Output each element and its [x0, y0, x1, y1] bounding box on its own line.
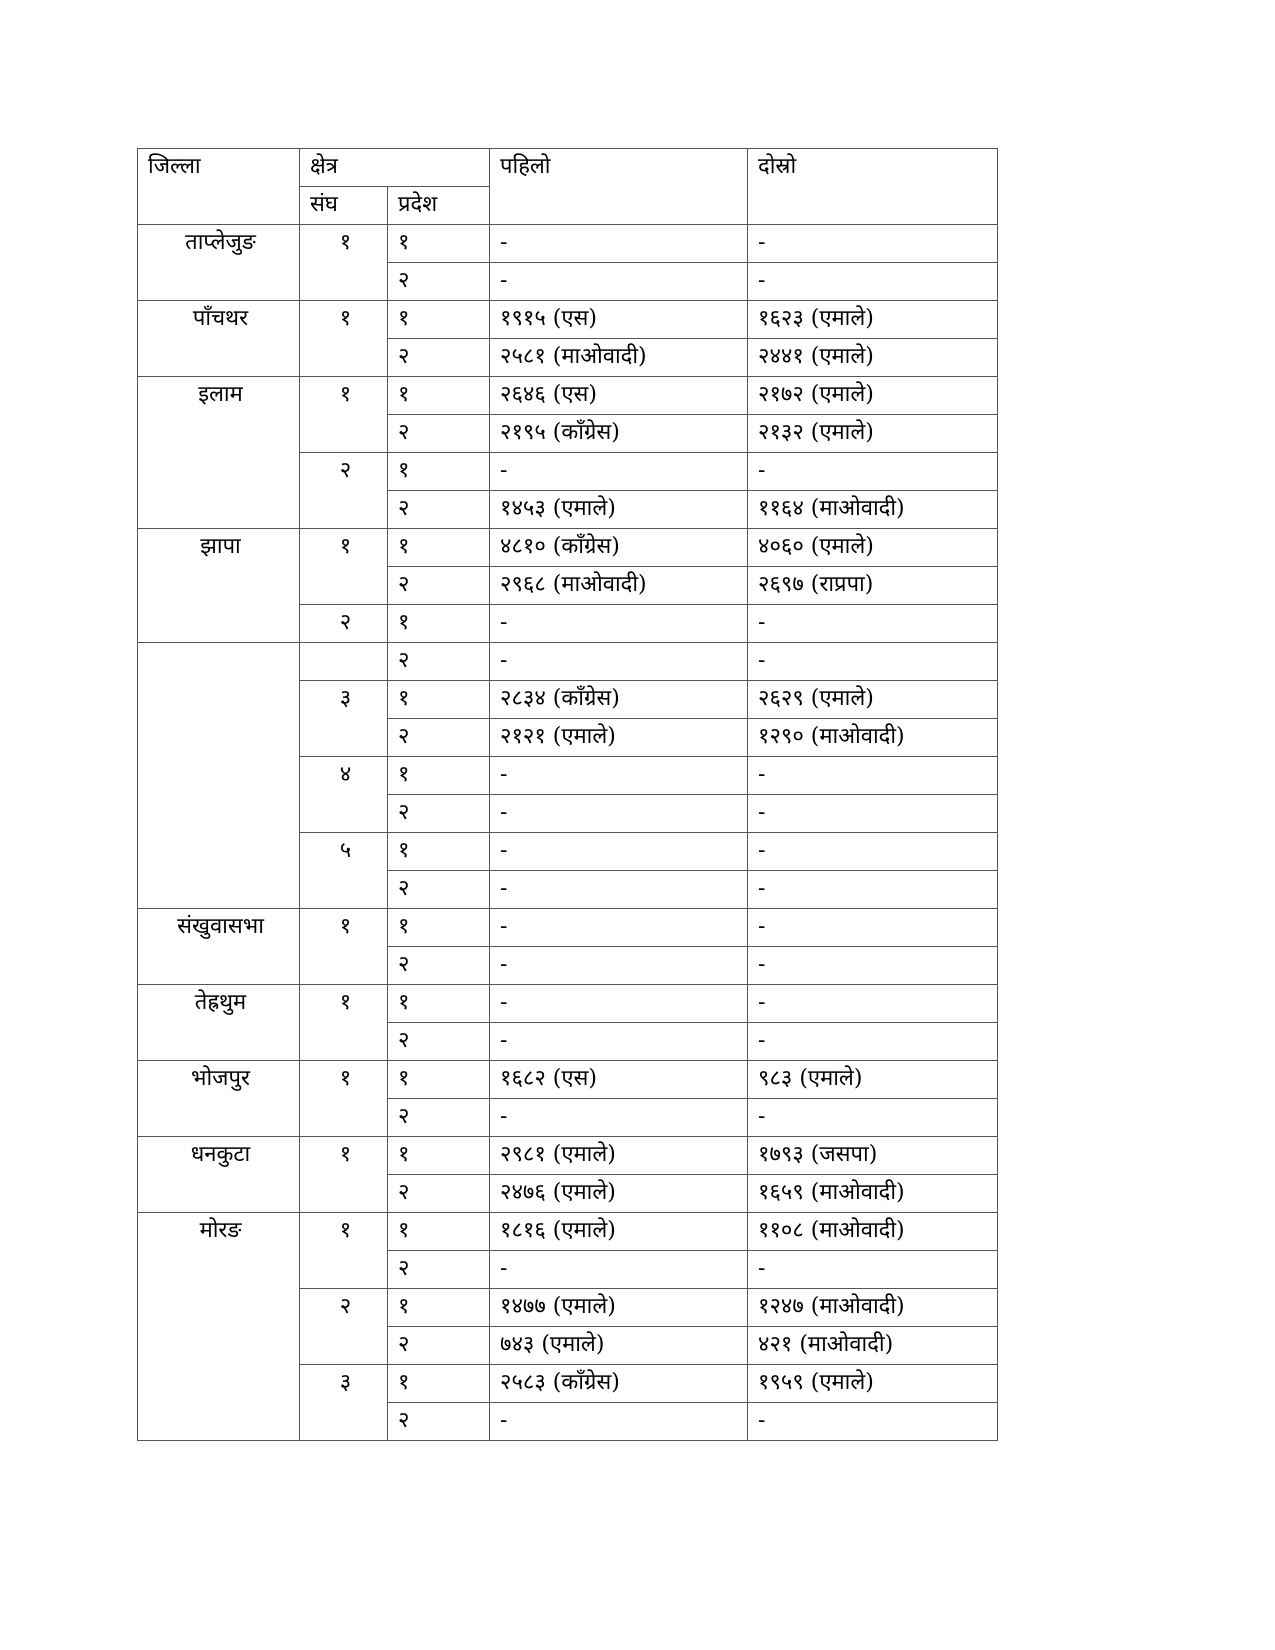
second-result-cell: १२४७ (माओवादी)	[748, 1289, 998, 1327]
pradesh-cell: २	[388, 1099, 490, 1137]
first-result-cell: -	[490, 833, 748, 871]
first-result-cell: -	[490, 909, 748, 947]
first-result-cell: -	[490, 795, 748, 833]
constituency-header: क्षेत्र	[300, 149, 490, 187]
district-cell: भोजपुर	[138, 1061, 300, 1137]
pradesh-cell: २	[388, 263, 490, 301]
pradesh-cell: २	[388, 1327, 490, 1365]
first-result-cell: -	[490, 1023, 748, 1061]
second-result-cell: -	[748, 909, 998, 947]
second-result-cell: २१३२ (एमाले)	[748, 415, 998, 453]
first-result-cell: -	[490, 947, 748, 985]
election-results-table	[137, 148, 998, 1441]
sangh-cell: ३	[300, 681, 388, 757]
table-row	[138, 985, 998, 1023]
second-result-cell: -	[748, 947, 998, 985]
first-result-cell: -	[490, 985, 748, 1023]
first-result-cell: २५८१ (माओवादी)	[490, 339, 748, 377]
first-result-cell: २८३४ (काँग्रेस)	[490, 681, 748, 719]
first-result-cell: १९१५ (एस)	[490, 301, 748, 339]
sangh-cell: २	[300, 453, 388, 529]
second-result-cell: ४२१ (माओवादी)	[748, 1327, 998, 1365]
first-result-cell: -	[490, 757, 748, 795]
second-result-cell: -	[748, 1099, 998, 1137]
first-header: पहिलो	[490, 149, 748, 225]
sangh-cell: १	[300, 225, 388, 301]
sangh-cell	[300, 643, 388, 681]
pradesh-cell: २	[388, 795, 490, 833]
pradesh-cell: २	[388, 491, 490, 529]
second-result-cell: ११६४ (माओवादी)	[748, 491, 998, 529]
district-header: जिल्ला	[138, 149, 300, 225]
second-result-cell: ९८३ (एमाले)	[748, 1061, 998, 1099]
second-result-cell: -	[748, 643, 998, 681]
pradesh-cell: २	[388, 1175, 490, 1213]
first-result-cell: २१९५ (काँग्रेस)	[490, 415, 748, 453]
second-result-cell: २१७२ (एमाले)	[748, 377, 998, 415]
pradesh-cell: २	[388, 947, 490, 985]
first-result-cell: -	[490, 643, 748, 681]
first-result-cell: १६८२ (एस)	[490, 1061, 748, 1099]
pradesh-cell: १	[388, 529, 490, 567]
pradesh-header: प्रदेश	[388, 187, 490, 225]
district-cell: संखुवासभा	[138, 909, 300, 985]
sangh-cell: १	[300, 377, 388, 453]
first-result-cell: २५८३ (काँग्रेस)	[490, 1365, 748, 1403]
district-cell: झापा	[138, 529, 300, 643]
pradesh-cell: १	[388, 681, 490, 719]
first-result-cell: ४८१० (काँग्रेस)	[490, 529, 748, 567]
pradesh-cell: १	[388, 453, 490, 491]
first-result-cell: २४७६ (एमाले)	[490, 1175, 748, 1213]
second-result-cell: -	[748, 605, 998, 643]
district-cell: तेह्रथुम	[138, 985, 300, 1061]
second-result-cell: ११०८ (माओवादी)	[748, 1213, 998, 1251]
table-header	[138, 149, 998, 225]
pradesh-cell: २	[388, 719, 490, 757]
second-header: दोस्रो	[748, 149, 998, 225]
first-result-cell: २१२१ (एमाले)	[490, 719, 748, 757]
pradesh-cell: १	[388, 1061, 490, 1099]
second-result-cell: ४०६० (एमाले)	[748, 529, 998, 567]
district-cell: धनकुटा	[138, 1137, 300, 1213]
sangh-cell: २	[300, 605, 388, 643]
first-result-cell: २९८१ (एमाले)	[490, 1137, 748, 1175]
table-row	[138, 377, 998, 415]
pradesh-cell: १	[388, 605, 490, 643]
pradesh-cell: २	[388, 643, 490, 681]
first-result-cell: -	[490, 225, 748, 263]
second-result-cell: १९५९ (एमाले)	[748, 1365, 998, 1403]
second-result-cell: -	[748, 263, 998, 301]
sangh-cell: ४	[300, 757, 388, 833]
pradesh-cell: १	[388, 1213, 490, 1251]
district-cell: मोरङ	[138, 1213, 300, 1441]
second-result-cell: -	[748, 833, 998, 871]
sangh-cell: १	[300, 1061, 388, 1137]
second-result-cell: १६५९ (माओवादी)	[748, 1175, 998, 1213]
sangh-cell: ५	[300, 833, 388, 909]
table-row	[138, 1137, 998, 1175]
pradesh-cell: १	[388, 909, 490, 947]
table-row	[138, 1061, 998, 1099]
pradesh-cell: १	[388, 1289, 490, 1327]
pradesh-cell: २	[388, 415, 490, 453]
sangh-cell: ३	[300, 1365, 388, 1441]
sangh-cell: १	[300, 1213, 388, 1289]
district-cell	[138, 643, 300, 909]
pradesh-cell: २	[388, 1403, 490, 1441]
second-result-cell: २६९७ (राप्रपा)	[748, 567, 998, 605]
second-result-cell: -	[748, 225, 998, 263]
first-result-cell: २९६८ (माओवादी)	[490, 567, 748, 605]
sangh-cell: १	[300, 301, 388, 377]
second-result-cell: १६२३ (एमाले)	[748, 301, 998, 339]
first-result-cell: -	[490, 605, 748, 643]
table-row	[138, 301, 998, 339]
first-result-cell: -	[490, 1403, 748, 1441]
pradesh-cell: १	[388, 1365, 490, 1403]
district-cell: इलाम	[138, 377, 300, 529]
first-result-cell: १४५३ (एमाले)	[490, 491, 748, 529]
second-result-cell: -	[748, 871, 998, 909]
pradesh-cell: १	[388, 833, 490, 871]
first-result-cell: -	[490, 1251, 748, 1289]
table-row	[138, 643, 998, 681]
sangh-cell: १	[300, 1137, 388, 1213]
second-result-cell: -	[748, 453, 998, 491]
second-result-cell: -	[748, 1403, 998, 1441]
pradesh-cell: २	[388, 339, 490, 377]
sangh-cell: १	[300, 985, 388, 1061]
sangh-cell: १	[300, 909, 388, 985]
pradesh-cell: २	[388, 1023, 490, 1061]
first-result-cell: -	[490, 1099, 748, 1137]
second-result-cell: -	[748, 1251, 998, 1289]
sangh-cell: २	[300, 1289, 388, 1365]
district-cell: ताप्लेजुङ	[138, 225, 300, 301]
first-result-cell: -	[490, 871, 748, 909]
second-result-cell: -	[748, 1023, 998, 1061]
table-row	[138, 909, 998, 947]
second-result-cell: १७९३ (जसपा)	[748, 1137, 998, 1175]
first-result-cell: -	[490, 453, 748, 491]
pradesh-cell: २	[388, 871, 490, 909]
second-result-cell: -	[748, 757, 998, 795]
second-result-cell: -	[748, 795, 998, 833]
table-row	[138, 225, 998, 263]
pradesh-cell: १	[388, 1137, 490, 1175]
table-row	[138, 529, 998, 567]
first-result-cell: १४७७ (एमाले)	[490, 1289, 748, 1327]
second-result-cell: १२९० (माओवादी)	[748, 719, 998, 757]
second-result-cell: २६२९ (एमाले)	[748, 681, 998, 719]
pradesh-cell: १	[388, 377, 490, 415]
pradesh-cell: २	[388, 567, 490, 605]
first-result-cell: -	[490, 263, 748, 301]
table-row	[138, 1213, 998, 1251]
second-result-cell: -	[748, 985, 998, 1023]
pradesh-cell: १	[388, 757, 490, 795]
pradesh-cell: २	[388, 1251, 490, 1289]
table-body	[138, 225, 998, 1441]
first-result-cell: ७४३ (एमाले)	[490, 1327, 748, 1365]
sangh-header: संघ	[300, 187, 388, 225]
second-result-cell: २४४१ (एमाले)	[748, 339, 998, 377]
pradesh-cell: १	[388, 225, 490, 263]
header-row	[138, 149, 998, 187]
first-result-cell: १८१६ (एमाले)	[490, 1213, 748, 1251]
first-result-cell: २६४६ (एस)	[490, 377, 748, 415]
pradesh-cell: १	[388, 301, 490, 339]
pradesh-cell: १	[388, 985, 490, 1023]
district-cell: पाँचथर	[138, 301, 300, 377]
sangh-cell: १	[300, 529, 388, 605]
